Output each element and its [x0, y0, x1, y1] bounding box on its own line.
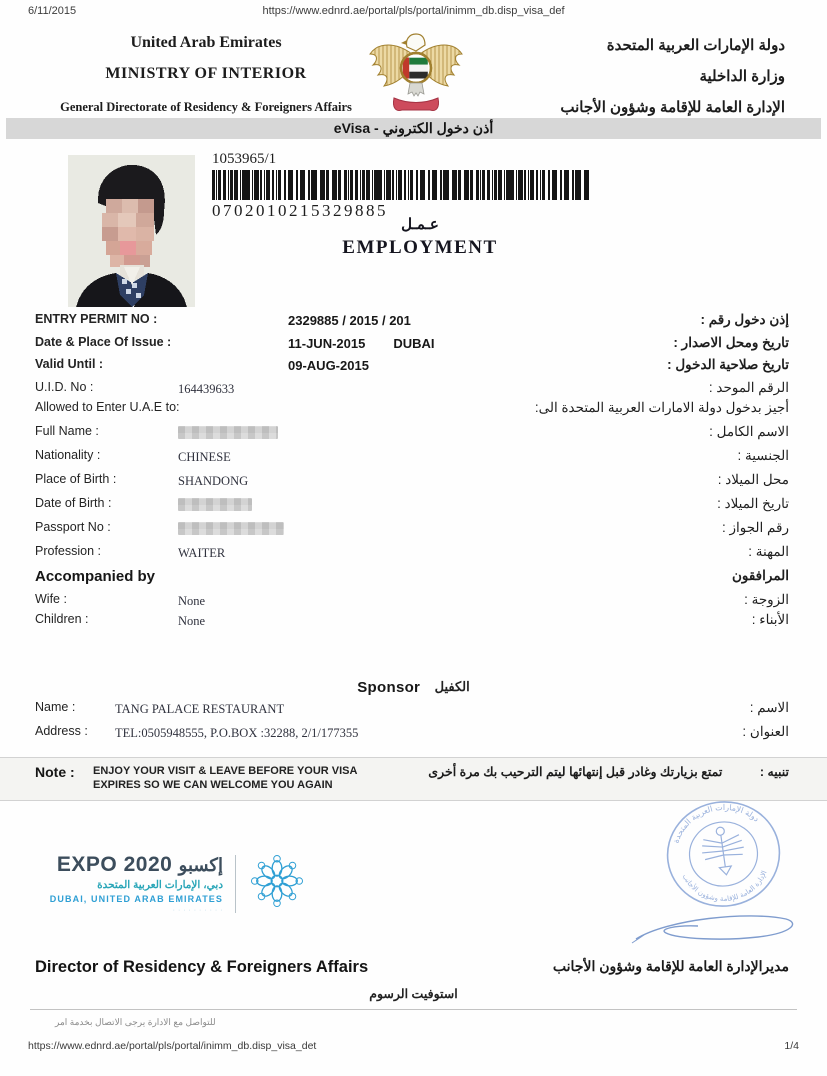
field-value: WAITER [178, 545, 226, 560]
sponsor-details [0, 700, 827, 748]
ministry-name: MINISTRY OF INTERIOR [105, 65, 307, 82]
fees-collected-ar: استوفيت الرسوم [369, 987, 458, 1001]
expo-subtitle-ar: دبي، الإمارات العربية المتحدة [97, 879, 223, 891]
file-number: 1053965/1 [212, 151, 277, 167]
footer-contact-ar: للتواصل مع الادارة يرجى الاتصال بخدمة امر [55, 1017, 216, 1027]
expo-2020-logo [38, 852, 306, 915]
field-label-ar: تاريخ صلاحية الدخول : [667, 357, 789, 372]
redacted-value [178, 426, 278, 439]
field-label: Place of Birth : [35, 471, 117, 486]
expo-subtitle-en: DUBAI, UNITED ARAB EMIRATES [49, 894, 223, 904]
field-value: 164439633 [178, 381, 235, 396]
expo-faint-line: · · · · · · · · · · [172, 907, 223, 914]
field-row-uid [0, 380, 827, 400]
field-row-sponsor-name [0, 700, 827, 724]
field-label-ar: المهنة : [748, 543, 789, 559]
sponsor-title: Sponsor [357, 679, 421, 696]
note-text-ar: تمتع بزيارتك وغادر قبل إنتهائها ليتم الترحيب بك مرة أخرى [428, 765, 723, 779]
field-value-place: DUBAI [393, 335, 435, 351]
field-label-ar: الأبناء : [751, 611, 789, 627]
footer-divider [30, 1009, 797, 1010]
field-label-ar: تاريخ الميلاد : [717, 495, 789, 511]
expo-divider [235, 855, 236, 913]
field-value: TANG PALACE RESTAURANT [115, 702, 285, 716]
field-label: Valid Until : [35, 357, 104, 371]
field-row-full-name [0, 424, 827, 448]
field-row-date-of-birth [0, 496, 827, 520]
ministry-name-ar: وزارة الداخلية [699, 68, 785, 85]
visa-type [310, 215, 530, 259]
field-row-children [0, 612, 827, 632]
field-row-sponsor-address [0, 724, 827, 748]
field-label-ar: أجيز بدخول دولة الامارات العربية المتحدة الى: [534, 399, 789, 415]
field-value: SHANDONG [178, 473, 249, 488]
field-label: Name : [35, 700, 76, 714]
note-text-line2: EXPIRES SO WE CAN WELCOME YOU AGAIN [93, 779, 333, 791]
director-row [0, 958, 827, 977]
field-label-ar: الاسم : [749, 700, 789, 715]
field-row-place-of-birth [0, 472, 827, 496]
header-arabic [515, 30, 785, 123]
country-name-ar: دولة الإمارات العربية المتحدة [606, 37, 785, 54]
field-row-date-place-issue [0, 335, 827, 358]
field-value: 2329885 / 2015 / 201 [288, 313, 411, 328]
print-date: 6/11/2015 [28, 5, 77, 17]
applicant-photo [68, 155, 195, 307]
section-title: Accompanied by [35, 567, 156, 585]
field-value: CHINESE [178, 449, 231, 464]
field-label: Passport No : [35, 519, 111, 534]
field-label-ar: رقم الجواز : [721, 519, 789, 535]
field-row-wife [0, 592, 827, 612]
field-label: ENTRY PERMIT NO : [35, 312, 158, 326]
field-value: TEL:0505948555, P.O.BOX :32288, 2/1/177355 [115, 726, 359, 740]
directorate-name: General Directorate of Residency & Foreigners Affairs [60, 100, 352, 114]
barcode-block [212, 151, 592, 221]
note-label: Note : [35, 764, 75, 780]
field-label: Children : [35, 611, 89, 626]
footer-page-number: 1/4 [784, 1040, 799, 1052]
field-row-entry-permit-no [0, 312, 827, 335]
expo-text [38, 853, 223, 914]
sponsor-heading [0, 679, 827, 697]
field-label-ar: الزوجة : [744, 591, 789, 607]
field-label: Full Name : [35, 423, 99, 438]
field-label: Profession : [35, 543, 102, 558]
field-label: Nationality : [35, 447, 101, 462]
visa-type-english: EMPLOYMENT [342, 237, 498, 258]
field-value: 09-AUG-2015 [288, 358, 369, 373]
svg-text:الإدارة العامة للإقامة وشؤون ا: الإدارة العامة للإقامة وشؤون الأجانب [680, 869, 769, 904]
expo-title-en: EXPO 2020 [56, 853, 173, 876]
field-label: Wife : [35, 591, 67, 606]
barcode-number: 0702010215329885 [212, 201, 388, 220]
footer-url: https://www.ednrd.ae/portal/pls/portal/inimm_db.disp_visa_det [28, 1040, 317, 1052]
field-row-valid-until [0, 357, 827, 380]
note-arabic [428, 764, 789, 779]
visa-type-arabic: عـمـل [401, 216, 439, 233]
director-title-ar: مديرالإدارة العامة للإقامة وشؤون الأجانب [552, 958, 789, 974]
uae-falcon-emblem-icon [366, 30, 466, 118]
note-text-line1: ENJOY YOUR VISIT & LEAVE BEFORE YOUR VISA [93, 765, 358, 777]
field-row-allowed-to-enter [0, 400, 827, 424]
expo-title-ar: إكسبو [178, 855, 223, 875]
field-label: Date of Birth : [35, 495, 112, 510]
field-label: U.I.D. No : [35, 379, 94, 394]
field-label-ar: محل الميلاد : [717, 471, 789, 487]
redacted-value [178, 522, 284, 535]
field-label: Allowed to Enter U.A.E to: [35, 399, 180, 414]
field-label-ar: الاسم الكامل : [709, 423, 789, 439]
redacted-value [178, 498, 252, 511]
field-label-ar: العنوان : [742, 724, 789, 739]
field-value: 11-JUN-2015 [288, 335, 366, 351]
expo-2020-rosette-icon [248, 852, 306, 915]
director-signature-icon [628, 905, 808, 955]
residency-directorate-stamp-icon [646, 793, 801, 915]
field-label: Date & Place Of Issue : [35, 334, 172, 349]
field-label-ar: إذن دخول رقم : [700, 312, 789, 327]
field-label-ar: الرقم الموحد : [708, 379, 789, 395]
field-value: None [178, 613, 206, 628]
field-label-ar: تاريخ ومحل الاصدار : [673, 334, 789, 350]
accompanied-by-heading [0, 568, 827, 592]
section-title-ar: المرافقون [731, 567, 789, 583]
field-row-passport-no [0, 520, 827, 544]
sponsor-title-ar: الكفيل [434, 679, 470, 694]
field-row-profession [0, 544, 827, 568]
svg-text:دولة الإمارات العربية المتحدة: دولة الإمارات العربية المتحدة [671, 802, 761, 845]
country-name: United Arab Emirates [130, 34, 282, 51]
note-text [93, 764, 423, 792]
field-row-nationality [0, 448, 827, 472]
field-label-ar: الجنسية : [737, 447, 789, 463]
directorate-name-ar: الإدارة العامة للإقامة وشؤون الأجانب [560, 99, 785, 116]
director-title-en: Director of Residency & Foreigners Affairs [35, 958, 369, 976]
field-value: None [178, 593, 206, 608]
header-english [58, 34, 354, 115]
print-source-url: https://www.ednrd.ae/portal/pls/portal/inimm_db.disp_visa_def [262, 5, 565, 17]
field-label: Address : [35, 724, 88, 738]
expo-title [38, 853, 223, 877]
barcode-icon [212, 170, 590, 200]
note-label-ar: تنبيه : [759, 765, 789, 779]
evisa-title-banner: أذن دخول الكتروني - eVisa [6, 118, 821, 139]
permit-details [0, 312, 827, 632]
